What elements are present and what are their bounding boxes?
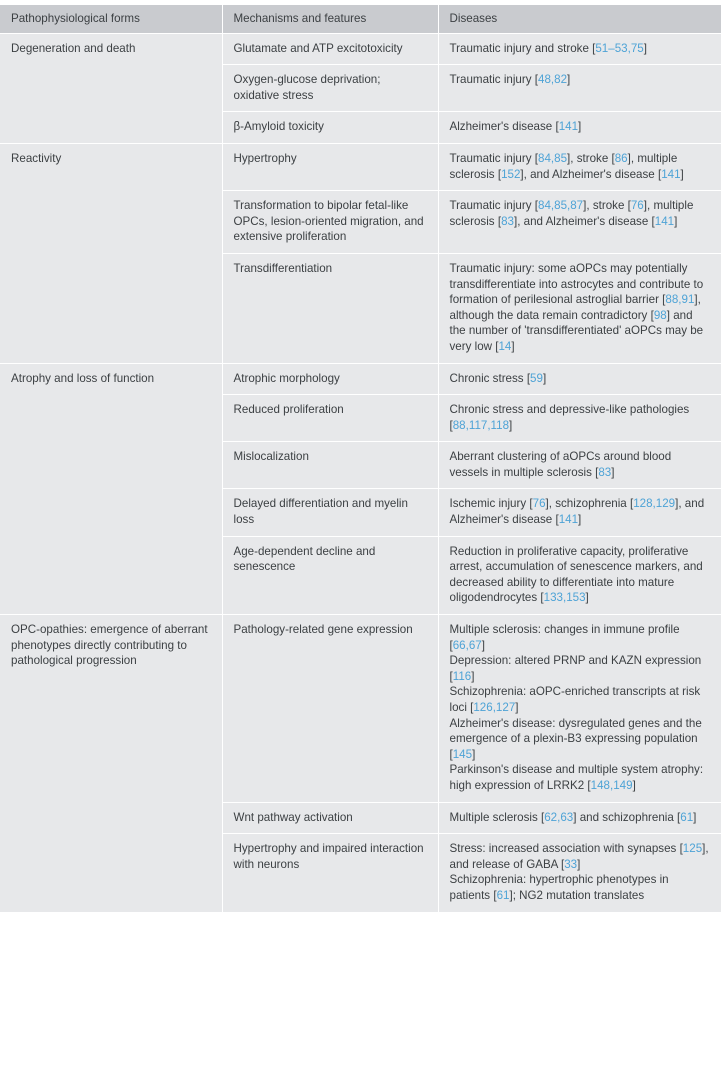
mechanism-cell: Wnt pathway activation xyxy=(222,802,438,834)
citation-reference[interactable]: 125 xyxy=(682,842,703,856)
disease-text: Schizophrenia: hypertrophic phenotypes in patients xyxy=(449,873,669,902)
citation-reference[interactable]: 33 xyxy=(564,857,578,871)
disease-line xyxy=(450,119,711,135)
citation-reference[interactable]: 148,149 xyxy=(590,778,633,792)
citation-reference[interactable]: 116 xyxy=(452,669,472,683)
citation-bracket: ] xyxy=(694,293,698,307)
disease-text: and schizophrenia xyxy=(576,810,678,824)
citation-bracket: ] xyxy=(520,167,524,181)
citation-bracket: ] xyxy=(643,199,647,213)
disease-text: Traumatic injury xyxy=(449,73,535,87)
citation-reference[interactable]: 61 xyxy=(496,888,510,902)
citation-reference[interactable]: 59 xyxy=(530,371,543,385)
pathophysiological-form-cell: Atrophy and loss of function xyxy=(0,363,222,615)
citation-reference[interactable]: 66,67 xyxy=(452,638,482,652)
citation-bracket: ] xyxy=(643,41,647,55)
citation-reference[interactable]: 88,117,118 xyxy=(452,418,510,432)
citation-reference[interactable]: 126,127 xyxy=(473,701,516,714)
citation-bracket: [ xyxy=(677,810,681,824)
citation-bracket: ] xyxy=(573,810,577,824)
citation-bracket: ] xyxy=(680,167,684,181)
disease-line xyxy=(450,622,711,653)
disease-text: ; NG2 mutation translates xyxy=(512,888,645,902)
mechanism-cell: Age-dependent decline and senescence xyxy=(222,536,438,614)
disease-text: , multiple sclerosis xyxy=(449,199,694,228)
citation-bracket: [ xyxy=(650,308,654,322)
disease-line xyxy=(450,261,711,355)
citation-reference[interactable]: 145 xyxy=(452,747,473,761)
citation-reference[interactable]: 141 xyxy=(654,214,675,228)
citation-bracket: [ xyxy=(449,418,453,432)
disease-text: Parkinson's disease and multiple system atrophy: high expression of LRRK2 xyxy=(449,763,704,792)
citation-reference[interactable]: 51–53,75 xyxy=(595,41,644,55)
disease-line xyxy=(450,653,711,684)
mechanism-cell: Glutamate and ATP excitotoxicity xyxy=(222,33,438,65)
disease-line xyxy=(450,72,711,88)
citation-bracket: [ xyxy=(529,497,533,511)
citation-bracket: ] xyxy=(509,888,513,902)
mechanism-cell: β-Amyloid toxicity xyxy=(222,112,438,144)
citation-bracket: ] xyxy=(515,701,519,714)
mechanism-cell: Hypertrophy xyxy=(222,143,438,190)
citation-reference[interactable]: 83 xyxy=(598,465,612,479)
table-row xyxy=(0,33,721,65)
table-row xyxy=(0,143,721,190)
disease-text: Traumatic injury xyxy=(449,199,535,213)
citation-bracket: ] xyxy=(513,214,518,228)
citation-bracket: [ xyxy=(595,465,599,479)
disease-text: Chronic stress and depressive-like pathologies xyxy=(449,403,690,417)
disease-line xyxy=(450,872,711,903)
disease-text: , multiple sclerosis xyxy=(449,151,678,181)
disease-line xyxy=(450,41,711,57)
citation-reference[interactable]: 76 xyxy=(532,497,546,511)
citation-bracket: ] xyxy=(578,120,582,134)
bottom-whitespace xyxy=(0,913,721,927)
disease-cell xyxy=(438,536,721,614)
disease-line xyxy=(450,716,711,763)
disease-cell xyxy=(438,834,721,912)
disease-line xyxy=(450,151,711,182)
disease-text: Multiple sclerosis xyxy=(449,810,541,824)
citation-bracket: ] xyxy=(471,669,475,683)
disease-line xyxy=(450,402,711,433)
citation-bracket: ] xyxy=(567,151,571,165)
citation-bracket: ] xyxy=(693,810,697,824)
disease-line xyxy=(450,544,711,606)
citation-bracket: [ xyxy=(534,73,538,87)
citation-bracket: [ xyxy=(449,747,453,761)
column-header-1: Pathophysiological forms xyxy=(0,5,222,33)
disease-text: , schizophrenia xyxy=(548,497,630,511)
mechanism-cell: Atrophic morphology xyxy=(222,363,438,395)
pathophysiological-form-cell: Reactivity xyxy=(0,143,222,363)
mechanism-cell: Delayed differentiation and myelin loss xyxy=(222,489,438,536)
disease-text: , and Alzheimer's disease xyxy=(449,497,705,527)
disease-text: Alzheimer's disease xyxy=(449,120,556,134)
citation-bracket: ] xyxy=(611,465,615,479)
citation-reference[interactable]: 98 xyxy=(653,308,667,322)
citation-bracket: [ xyxy=(592,41,596,55)
disease-line xyxy=(450,810,711,826)
disease-text: Traumatic injury xyxy=(449,151,535,165)
citation-bracket: ] xyxy=(578,513,582,527)
citation-bracket: [ xyxy=(497,214,502,228)
disease-text: Schizophrenia: aOPC-enriched transcripts at risk loci xyxy=(449,685,701,714)
disease-text: Multiple sclerosis: changes in immune profile xyxy=(449,623,680,637)
disease-text: Ischemic injury xyxy=(449,497,530,511)
citation-bracket: ] xyxy=(509,418,513,432)
disease-text: , stroke xyxy=(570,151,612,165)
citation-reference[interactable]: 61 xyxy=(680,810,694,824)
citation-bracket: ] xyxy=(632,778,636,792)
citation-bracket: ] xyxy=(542,371,547,385)
citation-bracket: [ xyxy=(629,497,634,511)
mechanism-cell: Reduced proliferation xyxy=(222,395,438,442)
pathophysiological-form-cell: Degeneration and death xyxy=(0,33,222,143)
citation-reference[interactable]: 84,85 xyxy=(538,151,568,165)
disease-text: Stress: increased association with synapses xyxy=(449,842,680,856)
citation-bracket: ] xyxy=(583,199,587,213)
mechanism-cell: Hypertrophy and impaired interaction with neurons xyxy=(222,834,438,912)
mechanism-cell: Pathology-related gene expression xyxy=(222,615,438,803)
citation-bracket: [ xyxy=(541,810,545,824)
citation-reference[interactable]: 14 xyxy=(498,339,512,353)
pathophysiological-form-cell: OPC-opathies: emergence of aberrant phenotypes directly contributing to pathological progression xyxy=(0,615,222,913)
citation-bracket: [ xyxy=(470,701,474,714)
citation-reference[interactable]: 141 xyxy=(558,120,579,134)
table-row xyxy=(0,363,721,395)
citation-bracket: ] xyxy=(666,308,670,322)
disease-cell xyxy=(438,112,721,144)
citation-bracket: ] xyxy=(567,73,571,87)
citation-bracket: ] xyxy=(674,214,678,228)
clipped-text-above-table xyxy=(0,0,721,5)
disease-line xyxy=(450,371,711,387)
disease-text: , stroke xyxy=(586,199,628,213)
citation-bracket: ] xyxy=(577,857,581,871)
disease-text: Reduction in proliferative capacity, proliferative arrest, accumulation of senescence markers, and decreased ability to differentiate into mature oligodendrocytes xyxy=(449,544,703,605)
disease-cell xyxy=(438,253,721,363)
disease-line xyxy=(450,684,711,715)
disease-text: , and release of GABA xyxy=(449,842,709,871)
citation-bracket: ] xyxy=(511,339,515,353)
citation-bracket: ] xyxy=(675,497,679,511)
disease-cell xyxy=(438,615,721,803)
citation-reference[interactable]: 141 xyxy=(558,513,579,527)
citation-reference[interactable]: 88,91 xyxy=(665,293,695,307)
disease-text: , although the data remain contradictory xyxy=(449,293,701,322)
citation-bracket: [ xyxy=(493,888,497,902)
mechanism-cell: Transformation to bipolar fetal-like OPCs, lesion-oriented migration, and extensive proliferation xyxy=(222,191,438,254)
citation-bracket: [ xyxy=(651,214,655,228)
disease-line xyxy=(450,449,711,480)
citation-bracket: [ xyxy=(587,778,591,792)
citation-reference[interactable]: 133,153 xyxy=(543,591,586,605)
citation-bracket: [ xyxy=(561,857,565,871)
citation-reference[interactable]: 128,129 xyxy=(633,497,676,511)
disease-cell xyxy=(438,802,721,834)
citation-bracket: ] xyxy=(702,842,706,856)
disease-text: Depression: altered PRNP and KAZN expression xyxy=(449,654,702,668)
disease-text: Traumatic injury: some aOPCs may potentially transdifferentiate into astrocytes and contribute to formation of perilesional astroglial barrier xyxy=(449,261,704,307)
citation-bracket: ] xyxy=(472,747,476,761)
citation-bracket: ] xyxy=(585,591,589,605)
disease-text: Chronic stress xyxy=(449,371,527,385)
disease-text: , and Alzheimer's disease xyxy=(517,214,652,228)
disease-cell xyxy=(438,143,721,190)
column-header-3: Diseases xyxy=(438,5,721,33)
citation-bracket: [ xyxy=(540,591,544,605)
citation-bracket: ] xyxy=(481,638,485,652)
citation-bracket: [ xyxy=(611,151,615,165)
citation-bracket: [ xyxy=(534,199,538,213)
table-header xyxy=(0,5,721,33)
citation-reference[interactable]: 141 xyxy=(661,167,681,181)
mechanism-cell: Transdifferentiation xyxy=(222,253,438,363)
citation-reference[interactable]: 62,63 xyxy=(544,810,574,824)
disease-cell xyxy=(438,191,721,254)
table-body xyxy=(0,33,721,912)
citation-bracket: [ xyxy=(679,842,683,856)
citation-bracket: [ xyxy=(526,371,531,385)
citation-bracket: [ xyxy=(495,339,499,353)
disease-cell xyxy=(438,489,721,536)
disease-cell xyxy=(438,442,721,489)
disease-text: Alzheimer's disease: dysregulated genes and the emergence of a plexin-B3 expressing population xyxy=(449,716,702,746)
column-header-2: Mechanisms and features xyxy=(222,5,438,33)
disease-text: , and Alzheimer's disease xyxy=(523,167,658,181)
disease-cell xyxy=(438,363,721,395)
table-header-row xyxy=(0,5,721,33)
citation-bracket: [ xyxy=(534,151,538,165)
disease-line xyxy=(450,762,711,793)
mechanism-cell: Oxygen-glucose deprivation; oxidative stress xyxy=(222,65,438,112)
mechanism-cell: Mislocalization xyxy=(222,442,438,489)
citation-reference[interactable]: 76 xyxy=(630,199,644,213)
citation-bracket: [ xyxy=(449,638,453,652)
citation-bracket: [ xyxy=(627,199,631,213)
table-row xyxy=(0,615,721,803)
citation-reference[interactable]: 152 xyxy=(501,167,521,181)
citation-bracket: [ xyxy=(449,669,453,683)
citation-bracket: ] xyxy=(545,497,549,511)
disease-cell xyxy=(438,65,721,112)
citation-reference[interactable]: 86 xyxy=(614,151,628,165)
citation-bracket: [ xyxy=(497,167,502,181)
citation-bracket: [ xyxy=(555,120,559,134)
disease-cell xyxy=(438,395,721,442)
disease-cell xyxy=(438,33,721,65)
citation-bracket: [ xyxy=(662,293,666,307)
citation-bracket: [ xyxy=(657,167,662,181)
disease-text: Aberrant clustering of aOPCs around blood vessels in multiple sclerosis xyxy=(449,450,672,479)
disease-line xyxy=(450,496,711,527)
citation-bracket: ] xyxy=(627,151,631,165)
pathophysiology-table xyxy=(0,5,721,913)
disease-text: and the number of 'transdifferentiated' aOPCs may be very low xyxy=(449,308,704,353)
citation-reference[interactable]: 84,85,87 xyxy=(538,199,584,213)
citation-bracket: [ xyxy=(555,513,559,527)
disease-line xyxy=(450,198,711,229)
disease-line xyxy=(450,841,711,872)
citation-reference[interactable]: 83 xyxy=(501,214,514,228)
citation-reference[interactable]: 48,82 xyxy=(538,73,568,87)
disease-text: Traumatic injury and stroke xyxy=(449,41,593,55)
